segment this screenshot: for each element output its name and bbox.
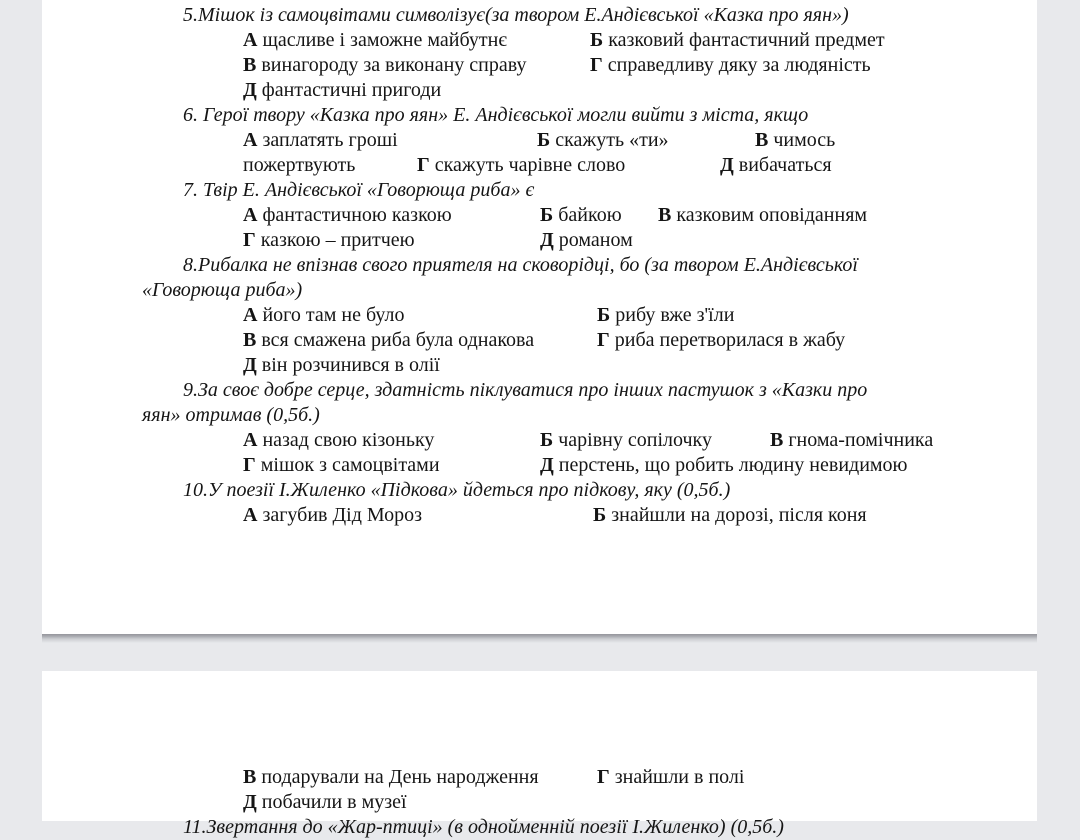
option-letter: А — [243, 129, 258, 151]
answer-option: В казковим оповіданням — [658, 204, 868, 226]
option-letter: Б — [537, 129, 551, 151]
question-8-stem-line-1 — [42, 253, 1037, 278]
question-7-stem — [42, 178, 1037, 203]
option-letter: Д — [540, 229, 554, 251]
answer-option: Б скажуть «ти» — [537, 129, 669, 151]
question-10-stem — [42, 478, 1037, 503]
option-letter: Б — [597, 304, 611, 326]
answer-option: Г риба перетворилася в жабу — [597, 329, 846, 351]
option-letter: А — [243, 504, 258, 526]
answer-option: Д вибачаться — [720, 154, 832, 176]
option-letter: Д — [243, 791, 257, 813]
answer-option: В чимось — [755, 129, 836, 151]
option-letter: Д — [540, 454, 554, 476]
question-9-options-row-2 — [42, 453, 1037, 478]
option-letter: Б — [540, 204, 554, 226]
question-7-options-row-2 — [42, 228, 1037, 253]
option-letter: Г — [597, 329, 610, 351]
option-letter: Г — [243, 454, 256, 476]
question-7-options-row-1 — [42, 203, 1037, 228]
question-text: 9.За своє добре серце, здатність піклуватися про інших пастушок з «Казки про — [183, 379, 868, 401]
answer-option: Д побачили в музеї — [243, 791, 407, 813]
option-letter: Б — [540, 429, 554, 451]
question-8-options-row-1 — [42, 303, 1037, 328]
answer-option: А фантастичною казкою — [243, 204, 452, 226]
option-letter: В — [243, 766, 257, 788]
question-text: 11.Звертання до «Жар-птиці» (в однойменній поезії І.Жиленко) (0,5б.) — [183, 816, 784, 838]
option-letter: Б — [590, 29, 604, 51]
question-6-stem — [42, 103, 1037, 128]
answer-option: Г скажуть чарівне слово — [417, 154, 626, 176]
option-letter: Г — [243, 229, 256, 251]
question-10-options-row-1 — [42, 503, 1037, 528]
option-letter: А — [243, 429, 258, 451]
page-bottom-edge-shadow — [42, 634, 1037, 643]
question-text: «Говорюща риба») — [142, 279, 303, 301]
option-letter: Д — [720, 154, 734, 176]
answer-option: Д перстень, що робить людину невидимою — [540, 454, 908, 476]
question-11-stem-partially-visible — [42, 815, 1037, 840]
question-text: яян» отримав (0,5б.) — [142, 404, 320, 426]
question-5-options-row-3 — [42, 78, 1037, 103]
option-letter: В — [770, 429, 784, 451]
question-8-options-row-3 — [42, 353, 1037, 378]
answer-option: Д романом — [540, 229, 633, 251]
answer-option: Б казковий фантастичний предмет — [590, 29, 885, 51]
option-letter: Д — [243, 354, 257, 376]
answer-option: В гнома-помічника — [770, 429, 934, 451]
question-text: 5.Мішок із самоцвітами символізує(за твором Е.Андієвської «Казка про яян») — [183, 4, 849, 26]
answer-option: В вся смажена риба була однакова — [243, 329, 535, 351]
answer-option: А щасливе і заможне майбутнє — [243, 29, 507, 51]
option-letter: В — [243, 54, 257, 76]
question-text: 6. Герої твору «Казка про яян» Е. Андієвської могли вийти з міста, якщо — [183, 104, 809, 126]
question-text: 8.Рибалка не впізнав свого приятеля на сковорідці, бо (за твором Е.Андієвської — [183, 254, 858, 276]
answer-option: Б чарівну сопілочку — [540, 429, 712, 451]
option-letter: В — [755, 129, 769, 151]
option-letter: В — [658, 204, 672, 226]
answer-option: А заплатять гроші — [243, 129, 398, 151]
option-letter: Г — [590, 54, 603, 76]
option-letter: Г — [597, 766, 610, 788]
answer-option: Г мішок з самоцвітами — [243, 454, 440, 476]
answer-option: Д фантастичні пригоди — [243, 79, 442, 101]
question-10-options-row-3 — [42, 790, 1037, 815]
option-letter: Д — [243, 79, 257, 101]
question-text: 7. Твір Е. Андієвської «Говорюща риба» є — [183, 179, 535, 201]
question-6-options-row-1 — [42, 128, 1037, 153]
question-8-stem-line-2 — [42, 278, 1037, 303]
answer-option: Д він розчинився в олії — [243, 354, 440, 376]
answer-option: Г знайшли в полі — [597, 766, 745, 788]
answer-option: А назад свою кізоньку — [243, 429, 435, 451]
answer-option: В подарували на День народження — [243, 766, 539, 788]
answer-option: Б байкою — [540, 204, 622, 226]
question-9-options-row-1 — [42, 428, 1037, 453]
answer-option: Б рибу вже з'їли — [597, 304, 735, 326]
question-9-stem-line-1 — [42, 378, 1037, 403]
answer-option: Б знайшли на дорозі, після коня — [593, 504, 867, 526]
question-10-options-row-2 — [42, 765, 1037, 790]
answer-option: Г казкою – притчею — [243, 229, 415, 251]
question-text: 10.У поезії І.Жиленко «Підкова» йдеться про підкову, яку (0,5б.) — [183, 479, 731, 501]
option-letter: Б — [593, 504, 607, 526]
answer-option: А його там не було — [243, 304, 405, 326]
answer-option: В винагороду за виконану справу — [243, 54, 527, 76]
question-6-options-row-2 — [42, 153, 1037, 178]
question-5-stem — [42, 3, 1037, 28]
option-letter: В — [243, 329, 257, 351]
question-9-stem-line-2 — [42, 403, 1037, 428]
answer-option: Г справедливу дяку за людяність — [590, 54, 871, 76]
question-5-options-row-2 — [42, 53, 1037, 78]
question-8-options-row-2 — [42, 328, 1037, 353]
answer-option: А загубив Дід Мороз — [243, 504, 423, 526]
option-letter: А — [243, 204, 258, 226]
option-letter: Г — [417, 154, 430, 176]
document-page-1 — [42, 0, 1037, 634]
option-text: пожертвують — [243, 154, 356, 176]
document-page-2 — [42, 671, 1037, 838]
question-5-options-row-1 — [42, 28, 1037, 53]
option-letter: А — [243, 29, 258, 51]
option-letter: А — [243, 304, 258, 326]
